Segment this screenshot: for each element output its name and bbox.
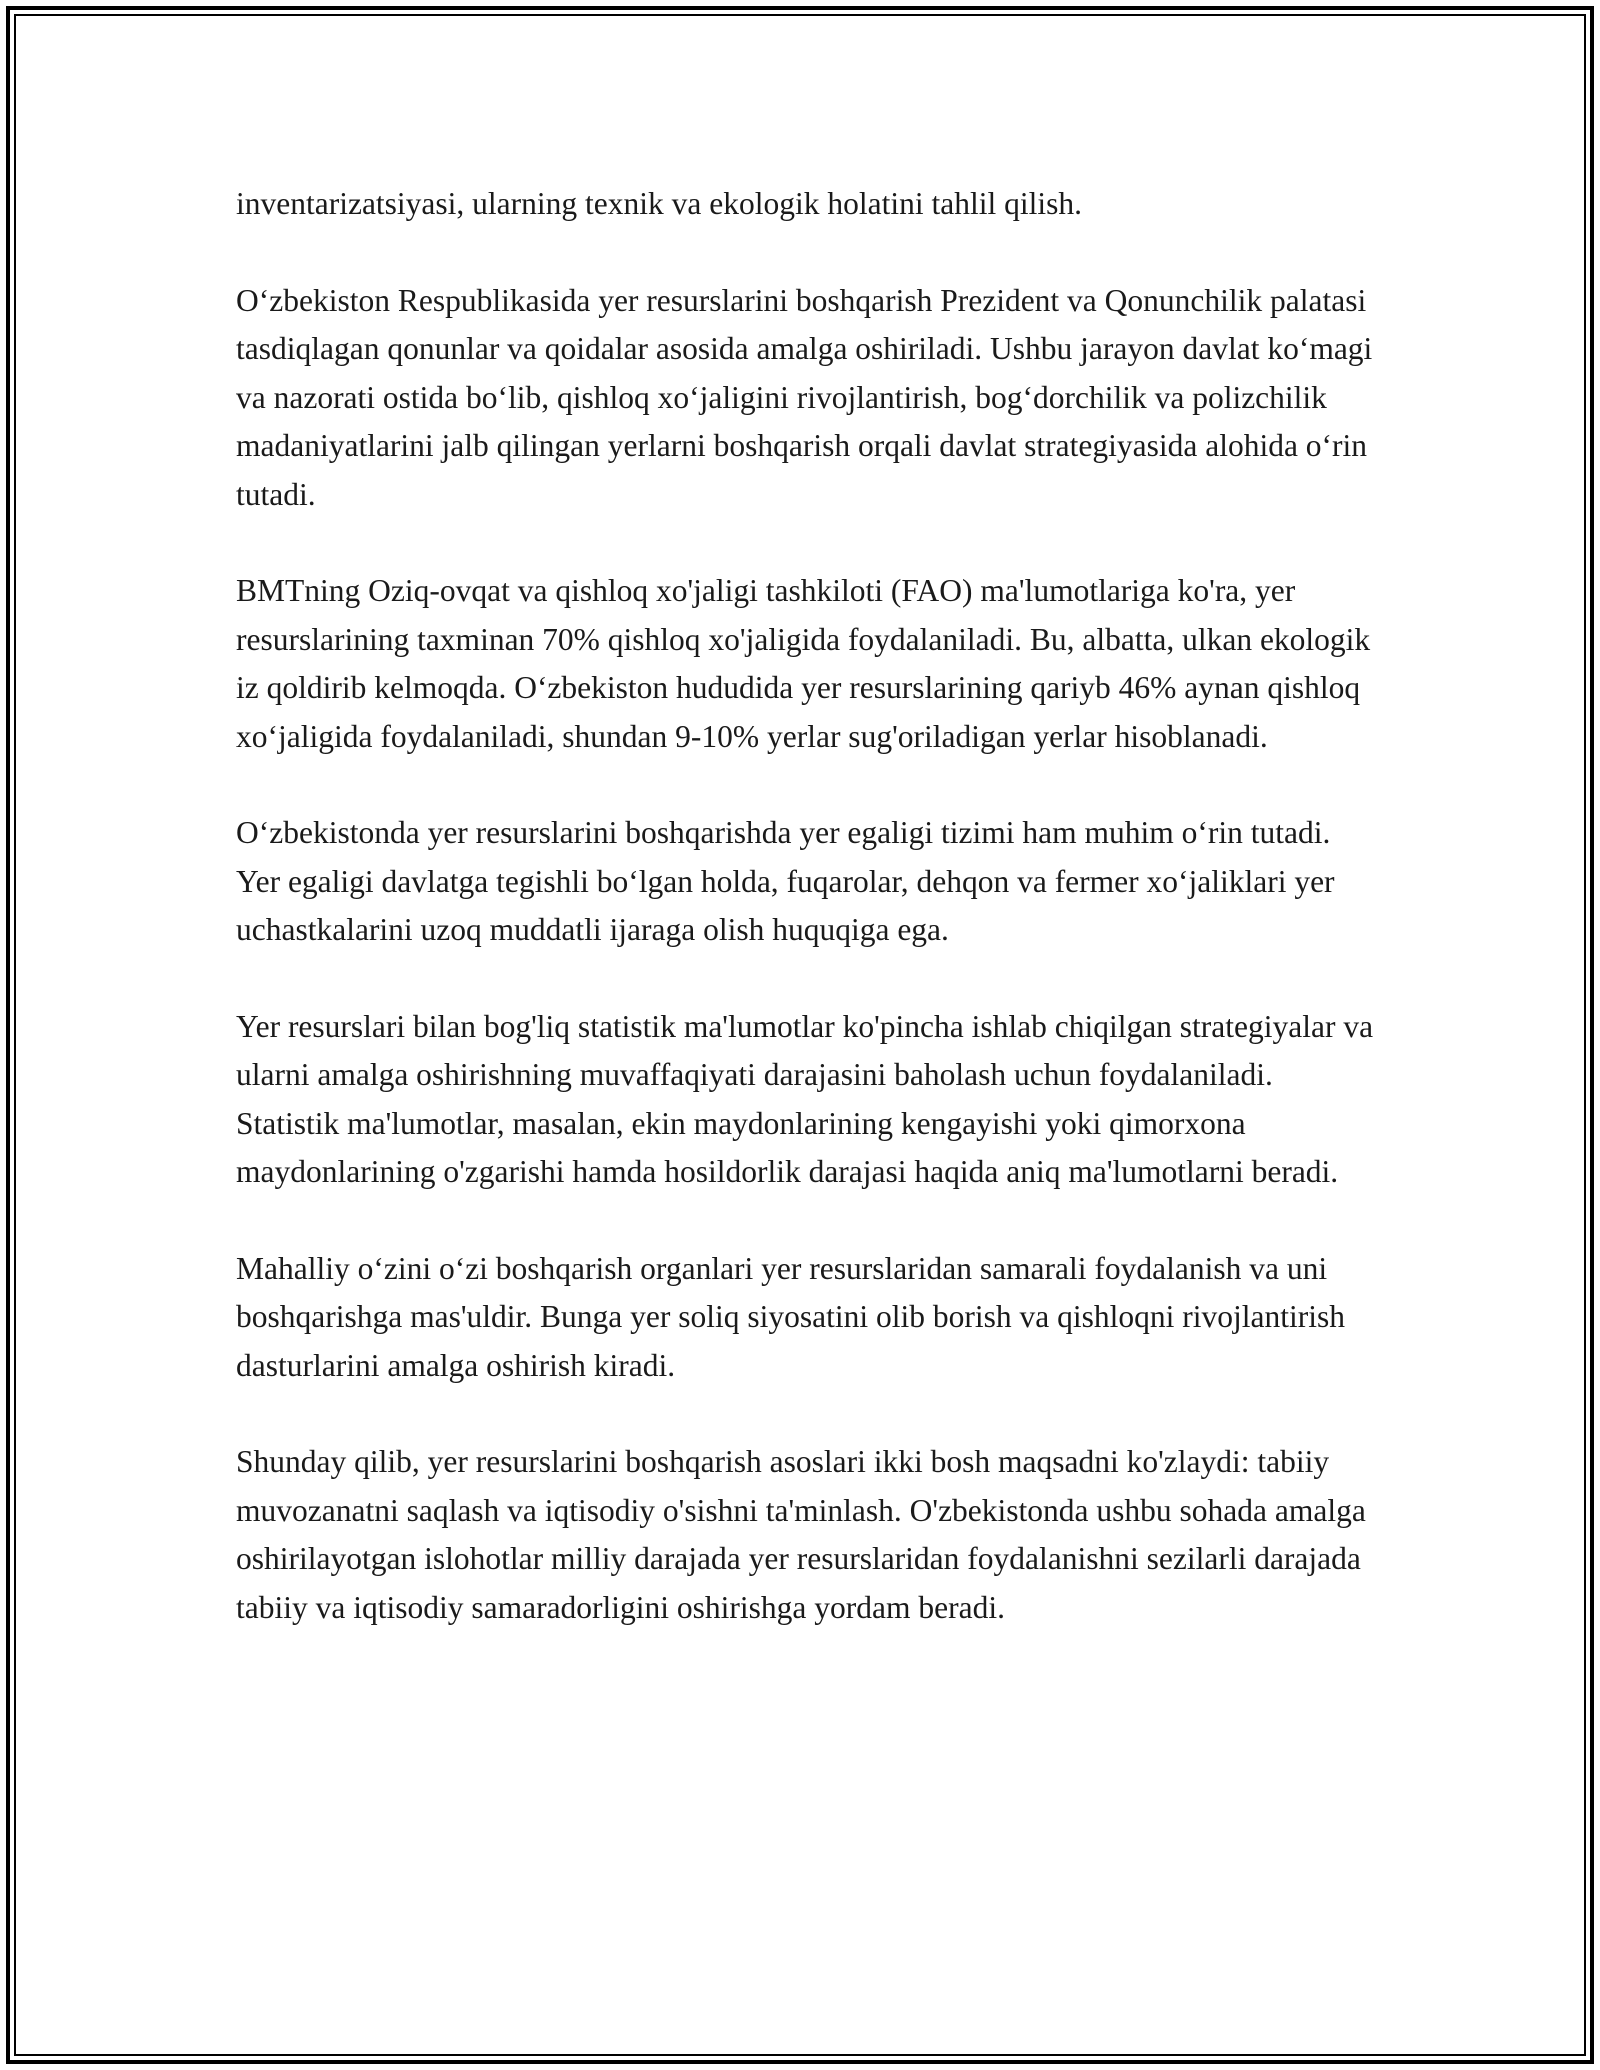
document-body [236,180,1376,1680]
paragraph-4: O‘zbekistonda yer resurslarini boshqarishda yer egaligi tizimi ham muhim o‘rin tutadi. Yer egaligi davlatga tegishli bo‘lgan holda, fuqarolar, dehqon va fermer xo‘jaliklari yer uchastkalarini uzoq muddatli ijaraga olish huquqiga ega. [236,815,1335,947]
paragraph-3: BMTning Oziq-ovqat va qishloq xo'jaligi tashkiloti (FAO) ma'lumotlariga ko'ra, yer resurslarining taxminan 70% qishloq xo'jaligida foydalaniladi. Bu, albatta, ulkan ekologik iz qoldirib kelmoqda. O‘zbekiston hududida yer resurslarining qariyb 46% aynan qishloq xo‘jaligida foydalaniladi, shundan 9-10% yerlar sug'oriladigan yerlar hisoblanadi. [236,573,1371,754]
paragraph-7: Shunday qilib, yer resurslarini boshqarish asoslari ikki bosh maqsadni ko'zlaydi: tabiiy muvozanatni saqlash va iqtisodiy o'sishni ta'minlash. O'zbekistonda ushbu sohada amalga oshirilayotgan islohotlar milliy darajada yer resurslaridan foydalanishni sezilarli darajada tabiiy va iqtisodiy samaradorligini oshirishga yordam beradi. [236,1444,1366,1625]
paragraph-6: Mahalliy o‘zini o‘zi boshqarish organlari yer resurslaridan samarali foydalanish va uni boshqarishga mas'uldir. Bunga yer soliq siyosatini olib borish va qishloqni rivojlantirish dasturlarini amalga oshirish kiradi. [236,1250,1345,1383]
paragraph-5: Yer resurslari bilan bog'liq statistik ma'lumotlar ko'pincha ishlab chiqilgan strategiyalar va ularni amalga oshirishning muvaffaqiyati darajasini baholash uchun foydalaniladi. Statistik ma'lumotlar, masalan, ekin maydonlarining kengayishi yoki qimorxona maydonlarining o'zgarishi hamda hosildorlik darajasi haqida aniq ma'lumotlarni beradi. [236,1008,1374,1189]
paragraph-1: inventarizatsiyasi, ularning texnik va ekologik holatini tahlil qilish. [236,186,1082,221]
paragraph-2: O‘zbekiston Respublikasida yer resurslarini boshqarish Prezident va Qonunchilik palatasi tasdiqlagan qonunlar va qoidalar asosida amalga oshiriladi. Ushbu jarayon davlat ko‘magi va nazorati ostida bo‘lib, qishloq xo‘jaligini rivojlantirish, bog‘dorchilik va polizchilik madaniyatlarini jalb qilingan yerlarni boshqarish orqali davlat strategiyasida alohida o‘rin tutadi. [236,282,1373,512]
